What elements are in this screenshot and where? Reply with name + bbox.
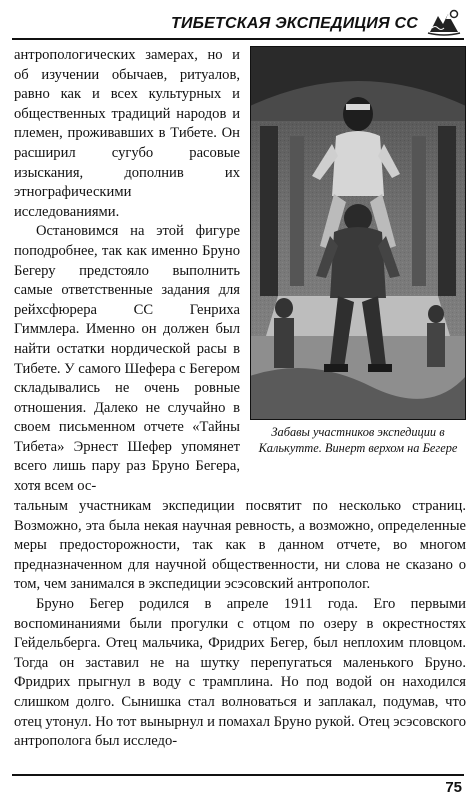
expedition-emblem-icon — [424, 6, 464, 38]
figure-caption: Забавы участников экспедиции в Калькутте. Винерт верхом на Бегере — [258, 425, 458, 455]
paragraph-beger-intro: Остановимся на этой фигуре поподробнее, так как именно Бруно Бегеру предстояло выполнить самые ответственные задания для рейхсфюрера СС Генриха Гиммлера. Именно он должен был найти остатки нордической расы в Тибете. У самого Шефера с Бегером складывались не очень ровные отношения. Далеко не случайно в своем письменном отчете «Тайны Тибета» Эрнест Шефер упомянет всего лишь пару раз Бруно Бегера, хотя всем ос- — [14, 223, 240, 495]
page-number: 75 — [445, 779, 462, 796]
full-width-text — [14, 497, 466, 752]
running-header — [12, 6, 464, 40]
paragraph-continuation: антропологических замерах, но и об изучении обычаев, ритуалов, равно как и всех культурных и общественных традиций народов и племен, проживавших в Тибете. Он расширил сугубо расовые изыскания, дополнив их этнографическими исследованиями. — [14, 47, 240, 220]
paragraph-beger-biography: Бруно Бегер родился в апреле 1911 года. Его первыми воспоминаниями были прогулки с отцом по озеру в окрестностях Гейдельберга. Отец мальчика, Фридрих Бегер, был неплохим пловцом. Тогда он заставил не на шутку перепугаться маленького Бруно. Фридрих прыгнул в воду с трамплина. Но под водой он находился слишком долго. Сынишка стал волноваться и заплакал, подумав, что отец утонул. Но тот вынырнул и помахал Бруно рукой. Отец эсэсовского антрополога был исследо- — [14, 595, 466, 750]
running-header-title: ТИБЕТСКАЯ ЭКСПЕДИЦИЯ СС — [170, 15, 418, 32]
footer-rule — [12, 774, 464, 776]
expedition-photo — [250, 46, 466, 420]
paragraph-continuation-full: тальным участникам экспедиции посвятит по несколько страниц. Возможно, эта была некая научная ревность, а возможно, определенные меры предосторожности, так как в данном отчете, во многом предназначенном для научной общественности, ни слова не сказано о том, чем занимался в экспедиции эсэсовский антрополог. — [14, 498, 466, 593]
left-column — [14, 46, 240, 497]
figure — [250, 46, 466, 456]
